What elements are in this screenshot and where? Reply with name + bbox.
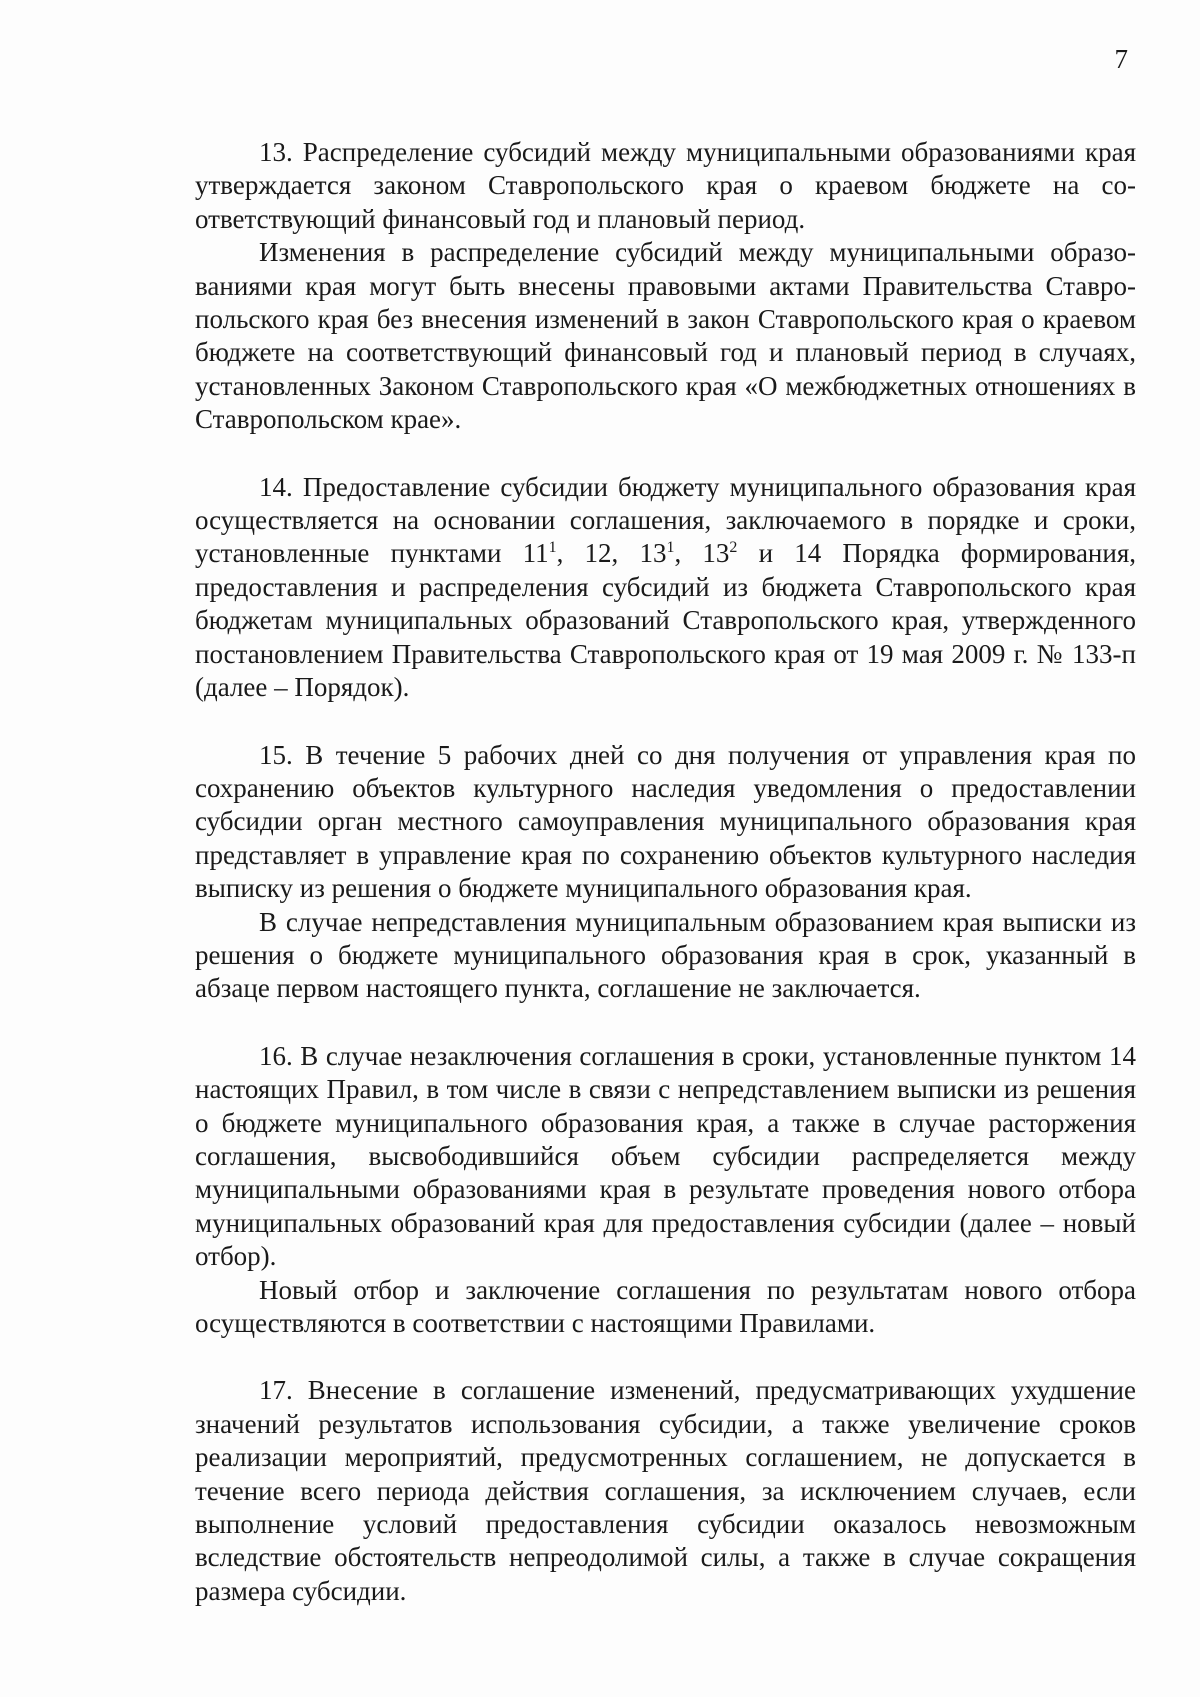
paragraph-16-new-selection: Новый отбор и заключение соглашения по результатам нового отбора осуществляются в соответствии с настоящими Правилами.	[195, 1274, 1136, 1338]
superscript-1: 1	[548, 539, 557, 557]
paragraph-14-text-d: и 14 Порядка формирования, предоставления и распределения субсидий из бюджета Ставропольского края бюджетам муниципальных образований Ставропольского края, утвержденного постановлением Правительства Ставропольского края от 19 мая 2009 г. № 133-п (далее – Порядок).	[195, 538, 1136, 703]
superscript-2: 1	[666, 539, 675, 557]
paragraph-14-text-c: , 13	[674, 538, 730, 569]
paragraph-16: 16. В случае незаключения соглашения в сроки, установленные пунктом 14 настоящих Правил, в том числе в связи с непредставлением выписки из решения о бюджете муниципального образования края, а также в случае расторжения соглашения, высвободившийся объем субсидии распределяется между муниципальными образованиями края в результате проведения нового отбора муниципальных образований края для предоставления субсидии (далее – новый отбор).	[195, 1040, 1136, 1272]
paragraph-14-text-a: 14. Предоставление субсидии бюджету муниципального образования края осуществляется на основании соглашения, заключаемого в порядке и сроки, установленные пунктами 11	[195, 471, 1136, 569]
paragraph-17: 17. Внесение в соглашение изменений, предусматривающих ухудшение значений результатов использования субсидии, а также увеличение сроков реализации мероприятий, предусмотренных соглашением, не допускается в течение всего периода действия соглашения, за исключением случаев, если выполнение условий предоставления субсидии оказалось невозможным вследствие обстоятельств непреодолимой силы, а также в случае сокращения размера субсидии.	[195, 1375, 1136, 1606]
paragraph-13: 13. Распределение субсидий между муниципальными образованиями края утверждается законом Ставропольского края о краевом бюджете на соответствующий финансовый год и плановый период.	[195, 137, 1136, 234]
paragraph-13-amendments: Изменения в распределение субсидий между муниципальными образованиями края могут быть внесены правовыми актами Правительства Ставропольского края без внесения изменений в закон Ставропольского края о краевом бюджете на соответствующий финансовый год и плановый период в случаях, установленных Законом Ставропольского края «О межбюджетных отношениях в Ставропольском крае».	[195, 237, 1136, 435]
document-body	[195, 136, 1136, 1608]
paragraph-14	[195, 471, 1136, 705]
page-number: 7	[1114, 44, 1128, 74]
paragraph-15-nonsubmission: В случае непредставления муниципальным образованием края выписки из решения о бюджете муниципального образования края в срок, указанный в абзаце первом настоящего пункта, соглашение не заключается.	[195, 906, 1136, 1004]
superscript-3: 2	[729, 539, 738, 557]
paragraph-15: 15. В течение 5 рабочих дней со дня получения от управления края по сохранению объектов культурного наследия уведомления о предоставлении субсидии орган местного самоуправления муниципального образования края представляет в управление края по сохранению объектов культурного наследия выписку из решения о бюджете муниципального образования края.	[195, 739, 1136, 904]
paragraph-14-text-b: , 12, 13	[556, 538, 667, 569]
